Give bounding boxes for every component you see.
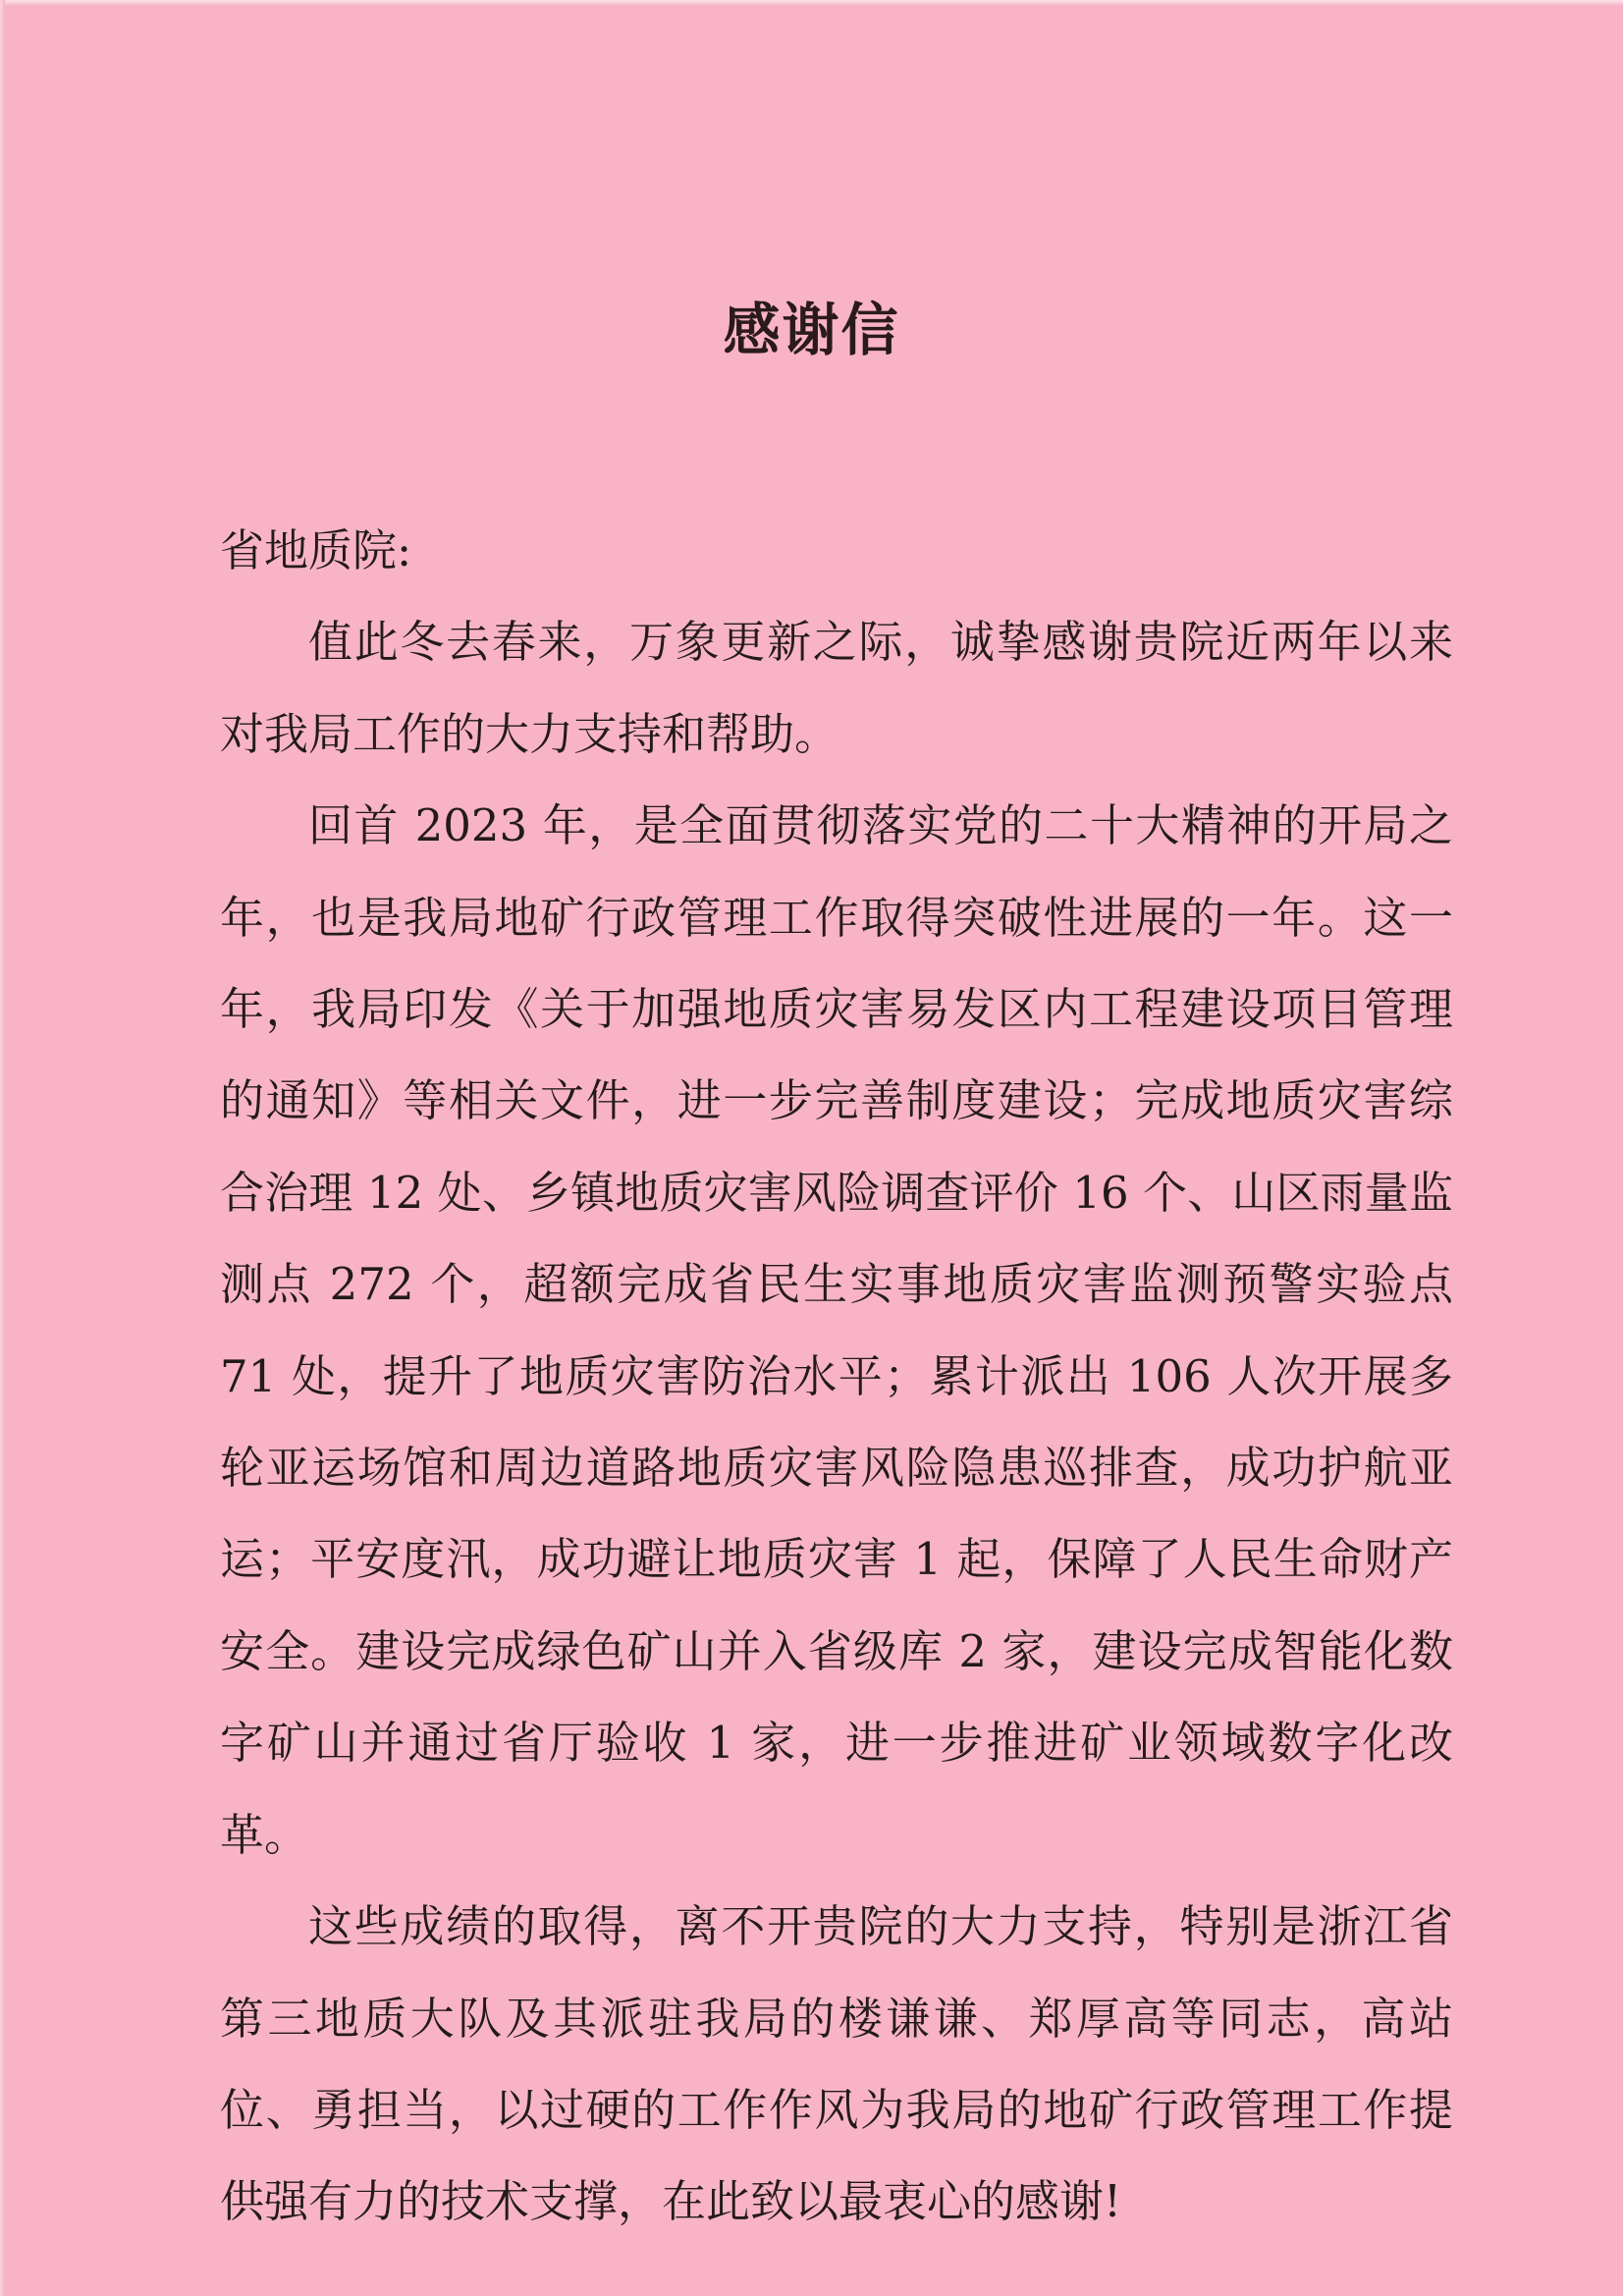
scan-edge-top xyxy=(0,0,1623,6)
paragraph-thanks: 这些成绩的取得，离不开贵院的大力支持，特别是浙江省第三地质大队及其派驻我局的楼谦谦、郑厚高等同志，高站位、勇担当，以过硬的工作作风为我局的地矿行政管理工作提供强有力的技术支撑，在此致以最衷心的感谢! xyxy=(220,1900,1453,2228)
paragraph-opening: 值此冬去春来，万象更新之际，诚挚感谢贵院近两年以来对我局工作的大力支持和帮助。 xyxy=(220,616,1453,760)
letter-title: 感谢信 xyxy=(723,297,900,363)
letter-body xyxy=(220,505,1453,2248)
paragraph-achievements: 回首 2023 年，是全面贯彻落实党的二十大精神的开局之年，也是我局地矿行政管理工作取得突破性进展的一年。这一年，我局印发《关于加强地质灾害易发区内工程建设项目管理的通知》等相关文件，进一步完善制度建设；完成地质灾害综合治理 12 处、乡镇地质灾害风险调查评价 16 个、山区雨量监测点 272 个，超额完成省民生实事地质灾害监测预警实验点 71 处，提升了地质灾害防治水平；累计派出 106 人次开展多轮亚运场馆和周边道路地质灾害风险隐患巡排查，成功护航亚运；平安度汛，成功避让地质灾害 1 起，保障了人民生命财产安全。建设完成绿色矿山并入省级库 2 家，建设完成智能化数字矿山并通过省厅验收 1 家，进一步推进矿业领域数字化改革。 xyxy=(220,799,1453,1861)
salutation: 省地质院: xyxy=(220,524,412,576)
